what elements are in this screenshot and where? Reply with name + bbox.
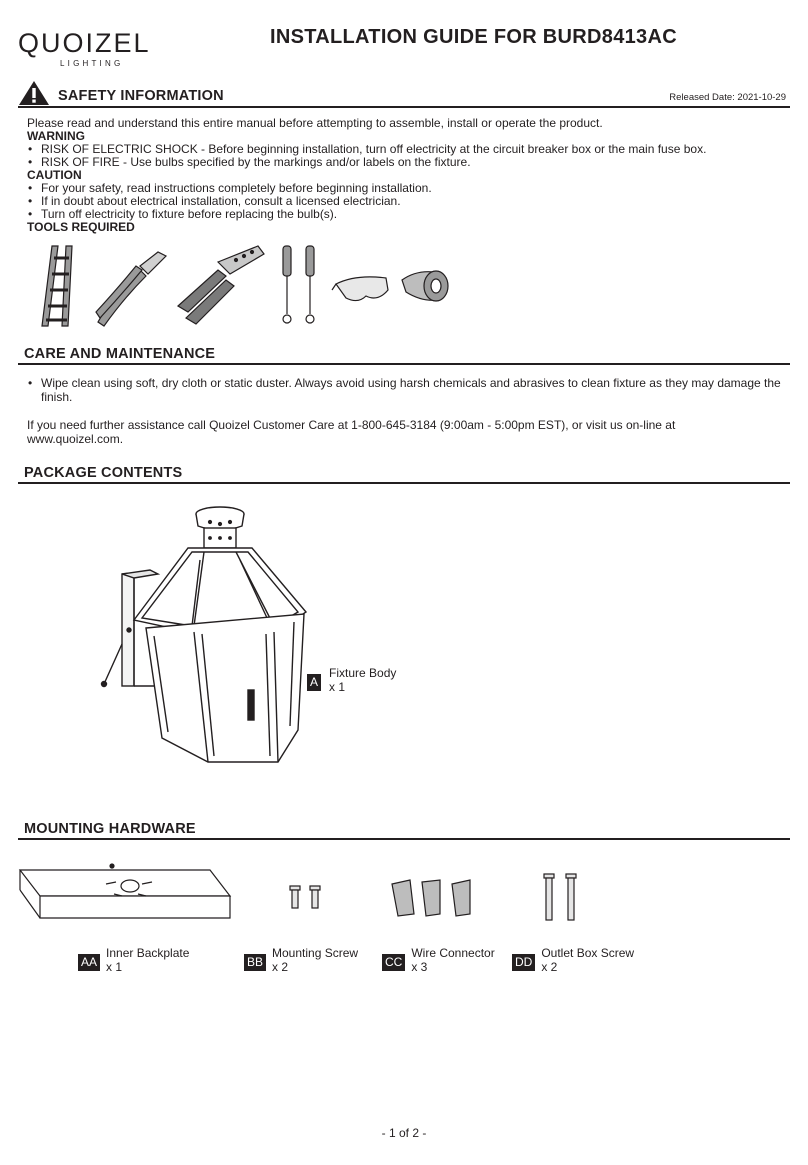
caution-item: • Turn off electricity to fixture before replacing the bulb(s). bbox=[27, 208, 797, 221]
part-tag: A bbox=[307, 674, 321, 691]
safety-heading: SAFETY INFORMATION bbox=[58, 88, 224, 104]
package-heading: PACKAGE CONTENTS bbox=[24, 465, 183, 481]
part-cc-callout bbox=[382, 946, 495, 974]
safety-glasses-icon bbox=[332, 277, 388, 301]
assistance-line: If you need further assistance call Quoizel Customer Care at 1-800-645-3184 (9:00am - 5:00pm EST), or visit us on-line at bbox=[27, 418, 676, 432]
part-bb-callout bbox=[244, 946, 358, 974]
part-tag: AA bbox=[78, 954, 100, 971]
hardware-illustration bbox=[18, 860, 638, 930]
warning-icon bbox=[18, 80, 50, 106]
warning-item: • RISK OF ELECTRIC SHOCK - Before beginning installation, turn off electricity at the circuit breaker box or the main fuse box. bbox=[27, 143, 797, 156]
warning-item: • RISK OF FIRE - Use bulbs specified by the markings and/or labels on the fixture. bbox=[27, 156, 797, 169]
safety-text-block bbox=[27, 117, 797, 234]
part-qty: x 2 bbox=[541, 960, 558, 974]
wire-connector-illustration bbox=[392, 880, 470, 916]
brand-subtitle: LIGHTING bbox=[60, 59, 124, 68]
mounting-screw-illustration bbox=[290, 886, 320, 908]
outlet-box-screw-illustration bbox=[544, 874, 576, 920]
part-qty: x 1 bbox=[106, 960, 123, 974]
part-tag: DD bbox=[512, 954, 535, 971]
electrical-tape-icon bbox=[402, 271, 448, 301]
care-text-block bbox=[27, 376, 789, 446]
warning-label: WARNING bbox=[27, 129, 85, 143]
part-qty: x 3 bbox=[411, 960, 428, 974]
care-heading: CARE AND MAINTENANCE bbox=[24, 346, 216, 362]
part-name: Fixture Body bbox=[329, 666, 397, 680]
ladder-icon bbox=[42, 246, 72, 326]
screwdrivers-icon bbox=[283, 246, 314, 323]
tools-label: TOOLS REQUIRED bbox=[27, 220, 135, 234]
part-qty: x 1 bbox=[329, 680, 346, 694]
document-title: INSTALLATION GUIDE FOR BURD8413AC bbox=[270, 26, 677, 48]
part-name: Mounting Screw bbox=[272, 946, 359, 960]
part-tag: BB bbox=[244, 954, 266, 971]
caution-label: CAUTION bbox=[27, 168, 82, 182]
wire-stripper-icon bbox=[178, 246, 264, 324]
hardware-heading: MOUNTING HARDWARE bbox=[24, 821, 196, 837]
care-item: • Wipe clean using soft, dry cloth or static duster. Always avoid using harsh chemicals and abrasives to clean fixture as they may damage the finish. bbox=[27, 376, 789, 404]
part-dd-callout bbox=[512, 946, 634, 974]
part-name: Outlet Box Screw bbox=[541, 946, 635, 960]
brand-logo bbox=[18, 30, 151, 68]
release-date: Released Date: 2021-10-29 bbox=[669, 92, 786, 103]
safety-intro: Please read and understand this entire manual before attempting to assemble, install or operate the product. bbox=[27, 116, 603, 130]
caution-item: • For your safety, read instructions completely before beginning installation. bbox=[27, 182, 797, 195]
part-a-callout bbox=[307, 666, 396, 694]
part-name: Inner Backplate bbox=[106, 946, 190, 960]
website-line: www.quoizel.com. bbox=[27, 432, 124, 446]
pliers-icon bbox=[96, 252, 166, 326]
brand-name: QUOIZEL bbox=[18, 28, 151, 58]
inner-backplate-illustration bbox=[20, 864, 230, 918]
part-name: Wire Connector bbox=[411, 946, 495, 960]
tools-illustration bbox=[36, 240, 456, 330]
part-tag: CC bbox=[382, 954, 405, 971]
caution-item: • If in doubt about electrical installation, consult a licensed electrician. bbox=[27, 195, 797, 208]
fixture-body-illustration bbox=[98, 500, 310, 770]
part-aa-callout bbox=[78, 946, 189, 974]
care-section-header bbox=[18, 345, 790, 365]
package-section-header bbox=[18, 464, 790, 484]
page-number: - 1 of 2 - bbox=[381, 1126, 427, 1140]
part-qty: x 2 bbox=[272, 960, 289, 974]
hardware-section-header bbox=[18, 820, 790, 840]
